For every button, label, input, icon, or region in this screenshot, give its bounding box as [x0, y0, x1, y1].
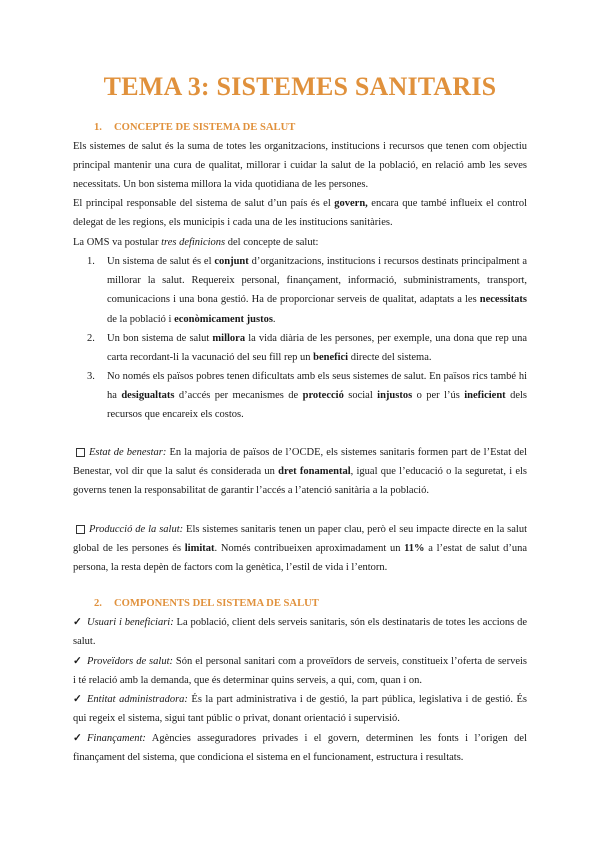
component-providers: ✓ Proveïdors de salut: Són el personal sanitari com a proveïdors de serveis, constitueix l’oferta de serveis i té relació amb la demanda, que és determinar quins serveis, a qui, com, quan i on. [73, 652, 527, 690]
paragraph-responsible: El principal responsable del sistema de salut d’un país és el govern, encara que també influeix el control delegat de les regions, els municipis i cada una de les institucions sanitàries. [73, 198, 527, 229]
component-users: ✓ Usuari i beneficiari: La població, client dels serveis sanitaris, són els destinataris de totes les accions de salut. [73, 613, 527, 651]
page-title: TEMA 3: SISTEMES SANITARIS [103, 72, 497, 101]
paragraph-oms: La OMS va postular tres definicions del concepte de salut: [73, 237, 319, 248]
component-administrator: ✓ Entitat administradora: És la part administrativa i de gestió, la part pública, legislativa i de gestió. És qui regeix el sistema, sigui tant públic o privat, donant orientació i supervisió. [73, 690, 527, 728]
checkbox-bullet-icon [76, 448, 85, 457]
definition-item-2: 2. Un bon sistema de salut millora la vida diària de les persones, per exemple, una dona que rep una carta recordant-li la vacunació del seu fill rep un benefici directe del sistema. [87, 333, 527, 364]
section-2-number: 2. [94, 598, 102, 609]
paragraph-welfare-state: Estat de benestar: En la majoria de països de l’OCDE, els sistemes sanitaris formen part de l’Estat del Benestar, vol dir que la salut és considerada un dret fonamental, igual que l’educació o la seguretat, i els governs tenen la responsabilitat de garantir l’accés a l’atenció sanitària a la població. [73, 447, 528, 497]
section-1-number: 1. [94, 122, 102, 133]
definition-item-3: 3. No només els països pobres tenen dificultats amb els seus sistemes de salut. En països rics també hi ha desigualtats d’accés per mecanismes de protecció social injustos o per l’ús ineficient dels recursos que encareix els costos. [87, 371, 527, 421]
checkbox-bullet-icon [76, 525, 85, 534]
section-1-title: CONCEPTE DE SISTEMA DE SALUT [114, 122, 296, 133]
checkmark-icon: ✓ [73, 733, 82, 744]
checkmark-icon: ✓ [73, 617, 82, 628]
paragraph-health-production: Producció de la salut: Els sistemes sanitaris tenen un paper clau, però el seu impacte directe en la salut global de les persones és limitat. Només contribueixen aproximadament un 11% a l’estat de salut d’una persona, la resta depèn de factors com la genètica, l’estil de vida i l’entorn. [73, 524, 527, 574]
checkmark-icon: ✓ [73, 694, 82, 705]
paragraph-definition: Els sistemes de salut és la suma de totes les organitzacions, institucions i recursos que tenen com objectiu principal mantenir una cura de qualitat, millorar i cuidar la salut de la població, en relació amb les seves necessitats. Un bon sistema millora la vida quotidiana de les persones. [73, 141, 527, 191]
section-2-title: COMPONENTS DEL SISTEMA DE SALUT [114, 598, 319, 609]
checkmark-icon: ✓ [73, 656, 82, 667]
section-1-heading [94, 122, 295, 133]
definition-item-1: 1. Un sistema de salut és el conjunt d’organitzacions, institucions i recursos destinats principalment a millorar la salut. Requereix personal, finançament, informació, subministraments, transport, comunicacions i una bona gestió. Ha de proporcionar serveis de qualitat, adaptats a les necessitats de la població i econòmicament justos. [87, 256, 527, 325]
section-2-heading [94, 598, 319, 609]
component-financing: ✓ Finançament: Agències asseguradores privades i el govern, determinen les fonts i l’origen del finançament del sistema, que condiciona el sistema en el funcionament, estructura i resultats. [73, 729, 527, 767]
